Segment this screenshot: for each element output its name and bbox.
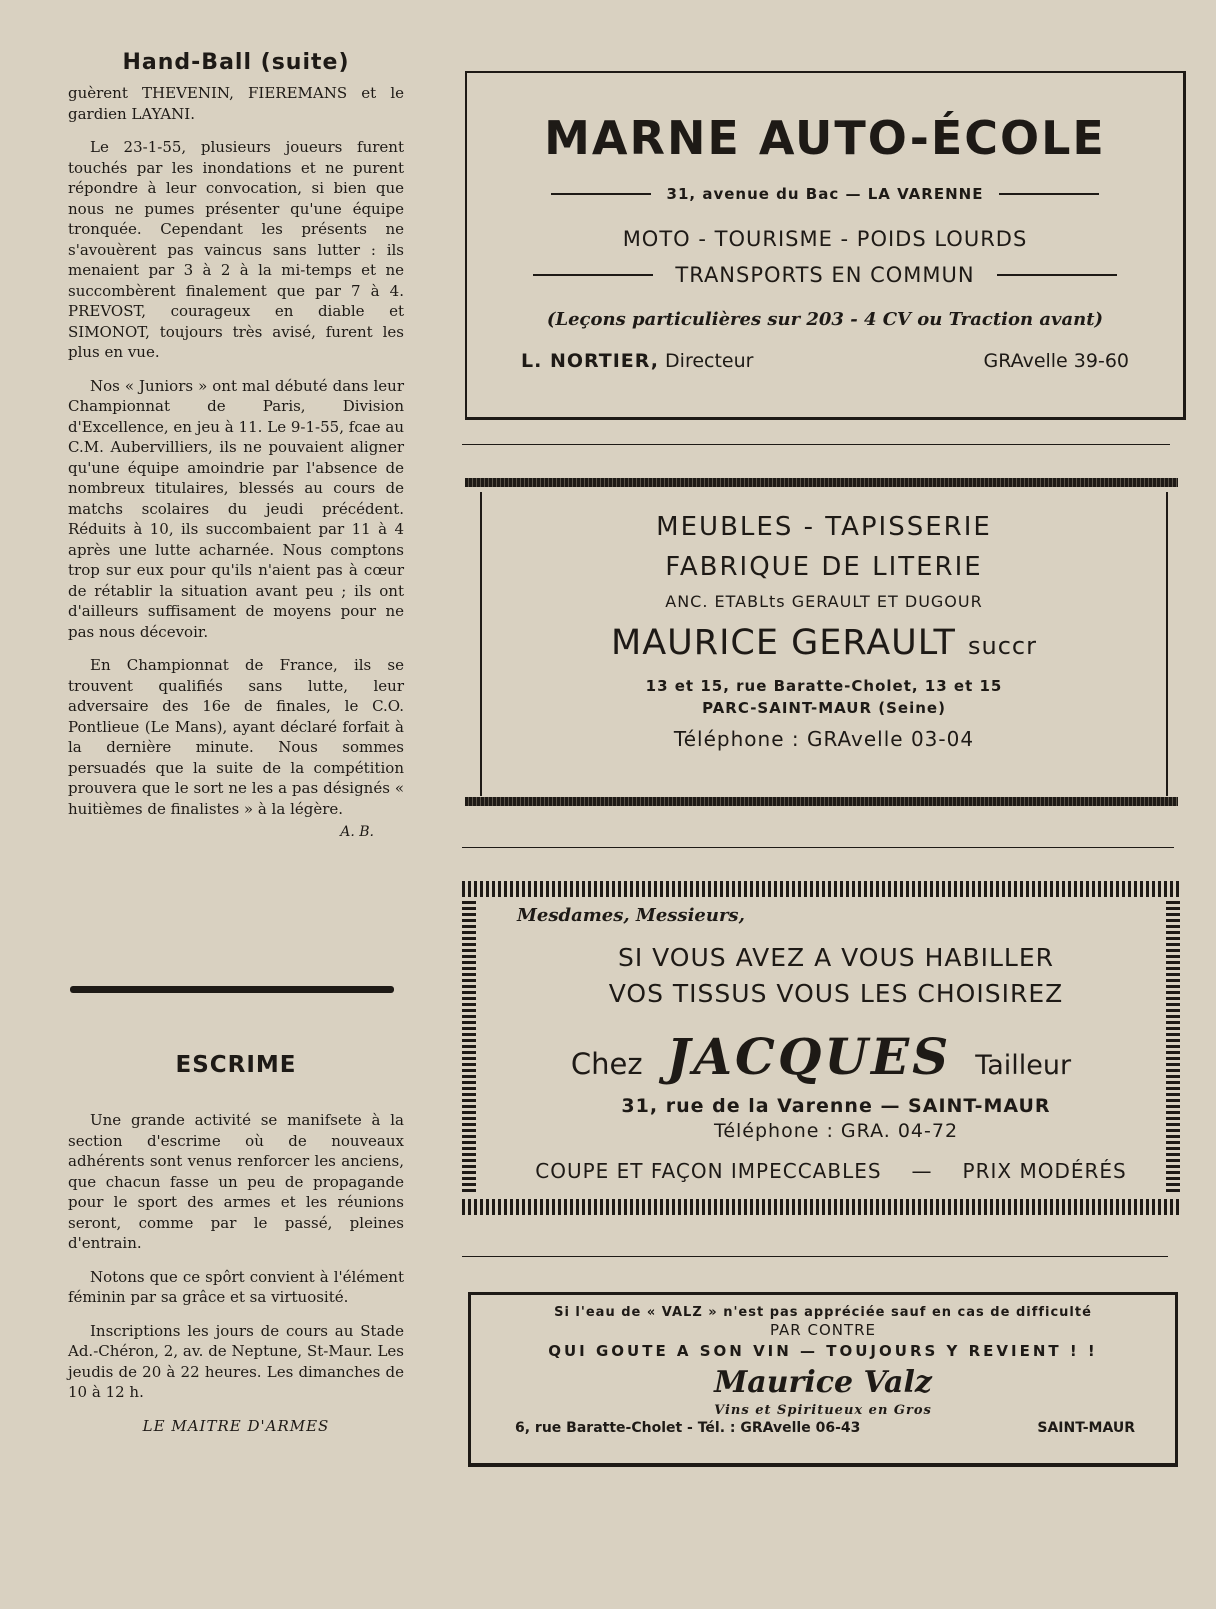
- ad-valz-line3: QUI GOUTE A SON VIN — TOUJOURS Y REVIENT ! !: [548, 1342, 1098, 1360]
- ad-meubles-owner-row: [482, 623, 1166, 663]
- ad-marne-name: MARNE AUTO-ÉCOLE: [544, 111, 1106, 165]
- ad-valz-city: SAINT-MAUR: [1037, 1420, 1135, 1436]
- ad-meubles-address: 13 et 15, rue Baratte-Cholet, 13 et 15: [645, 677, 1003, 695]
- ad-meubles-top-band: [465, 478, 1178, 487]
- handball-paragraph-3: Nos « Juniors » ont mal débuté dans leur Championnat de Paris, Division d'Excellence, en jeu à 11. Le 9-1-55, fcae au C.M. Aubervilliers, ils ne pouvaient aligner qu'une équipe amoindrie par l'absence de nombreux titulaires, blessés au cours de matchs scolaires du jeudi précédent. Réduits à 10, ils succombaient par 11 à 4 après une lutte acharnée. Nous comptons trop sur eux pour qu'ils n'aient pas à cœur de rétablir la situation avant peu ; ils ont d'ailleurs suffisament de moyens pour ne pas nous décevoir.: [68, 376, 404, 641]
- ad-marne-services: MOTO - TOURISME - POIDS LOURDS: [622, 227, 1028, 251]
- separator: [462, 847, 1174, 848]
- escrime-signature: LE MAITRE D'ARMES: [142, 1416, 330, 1435]
- ad-marne-auto-ecole: [465, 71, 1186, 420]
- ad-jacques-phone: Téléphone : GRA. 04-72: [713, 1120, 959, 1142]
- rule: [997, 274, 1117, 276]
- escrime-article: [68, 1110, 404, 1435]
- ad-jacques-slogan-right: PRIX MODÉRÉS: [962, 1159, 1127, 1183]
- separator: [462, 1256, 1168, 1257]
- rule: [533, 274, 653, 276]
- ad-jacques-name: JACQUES: [666, 1027, 952, 1086]
- escrime-paragraph-2: Notons que ce spôrt convient à l'élément féminin par sa grâce et sa virtuosité.: [68, 1267, 404, 1306]
- handball-title: Hand-Ball (suite): [122, 50, 350, 75]
- ad-jacques-bottom-border: [462, 1199, 1180, 1215]
- ad-valz-line2: PAR CONTRE: [769, 1321, 877, 1339]
- ad-jacques-top-border: [462, 881, 1180, 897]
- escrime-title: ESCRIME: [175, 1052, 297, 1078]
- rule: [551, 193, 651, 195]
- escrime-paragraph-3: Inscriptions les jours de cours au Stade Ad.-Chéron, 2, av. de Neptune, St-Maur. Les jeudis de 20 à 22 heures. Les dimanches de 10 à 12 h.: [68, 1321, 404, 1401]
- ad-jacques-greeting: Mesdames, Messieurs,: [517, 905, 745, 926]
- ad-jacques-slogan: [462, 1159, 1180, 1183]
- ad-meubles: [480, 492, 1168, 796]
- ad-marne-footer: [467, 350, 1183, 372]
- section-divider: [70, 986, 394, 993]
- ad-marne-director-name: L. NORTIER,: [521, 350, 659, 372]
- ad-meubles-line3: ANC. ETABLts GERAULT ET DUGOUR: [665, 592, 983, 611]
- ad-marne-address: 31, avenue du Bac — LA VARENNE: [666, 185, 984, 203]
- ad-meubles-owner: MAURICE GERAULT: [611, 623, 956, 663]
- ad-valz-trade: Vins et Spiritueux en Gros: [714, 1403, 932, 1418]
- ad-marne-services2-row: [467, 263, 1183, 287]
- ad-meubles-city: PARC-SAINT-MAUR (Seine): [702, 699, 946, 717]
- ad-marne-address-row: [467, 185, 1183, 203]
- ad-marne-director: [521, 350, 753, 372]
- handball-article: [68, 50, 404, 840]
- ad-jacques-trade: Tailleur: [975, 1050, 1072, 1081]
- ad-jacques-line1: SI VOUS AVEZ A VOUS HABILLER: [617, 943, 1055, 972]
- ad-marne-phone: GRAvelle 39-60: [983, 350, 1129, 372]
- handball-paragraph-4: En Championnat de France, ils se trouvent qualifiés sans lutte, leur adversaire des 16e de finales, le C.O. Pontlieue (Le Mans), ayant déclaré forfait à la dernière minute. Nous sommes persuadés que la suite de la compétition prouvera que le sort ne les a pas désignés « huitièmes de finalistes » à la légère.: [68, 656, 404, 818]
- escrime-paragraph-1: Une grande activité se manifsete à la section d'escrime où de nouveaux adhérents sont venus renforcer les anciens, que chacun fasse un peu de propagande pour le sport des armes et les réunions seront, comme par le passé, pleines d'entrain.: [68, 1111, 404, 1252]
- ad-meubles-phone: Téléphone : GRAvelle 03-04: [673, 727, 975, 751]
- ad-meubles-bottom-band: [465, 797, 1178, 806]
- ad-jacques-chez: Chez: [570, 1047, 643, 1081]
- ad-jacques-name-row: [462, 1027, 1180, 1086]
- ad-jacques-address: 31, rue de la Varenne — SAINT-MAUR: [621, 1095, 1051, 1117]
- handball-paragraph-1: guèrent THEVENIN, FIEREMANS et le gardien LAYANI.: [68, 84, 404, 123]
- separator: [462, 444, 1170, 445]
- ad-jacques-slogan-sep: —: [911, 1159, 933, 1183]
- rule: [999, 193, 1099, 195]
- ad-valz-address: 6, rue Baratte-Cholet - Tél. : GRAvelle 06-43: [515, 1420, 861, 1436]
- handball-paragraph-2: Le 23-1-55, plusieurs joueurs furent touchés par les inondations et ne purent répondre à leur convocation, si bien que nous ne pumes présenter qu'une équipe tronquée. Cependant les présents ne s'avouèrent pas vaincus sans lutter : ils menaient par 3 à 2 à la mi-temps et ne succombèrent finalement que par 7 à 4. PREVOST, courageux en diable et SIMONOT, toujours très avisé, furent les plus en vue.: [68, 138, 404, 361]
- ad-marne-director-role: Directeur: [665, 350, 754, 372]
- ad-valz-footer: [471, 1420, 1175, 1436]
- ad-meubles-line2: FABRIQUE DE LITERIE: [665, 552, 983, 582]
- ad-valz-name: Maurice Valz: [714, 1365, 932, 1400]
- ad-jacques-line2: VOS TISSUS VOUS LES CHOISIREZ: [608, 979, 1064, 1008]
- ad-valz-line1: Si l'eau de « VALZ » n'est pas appréciée sauf en cas de difficulté: [554, 1305, 1092, 1320]
- ad-meubles-owner-suffix: succr: [968, 632, 1037, 660]
- ad-jacques: [462, 877, 1180, 1219]
- ad-meubles-line1: MEUBLES - TAPISSERIE: [656, 512, 992, 542]
- handball-signature: A. B.: [340, 824, 374, 840]
- ad-jacques-slogan-left: COUPE ET FAÇON IMPECCABLES: [535, 1159, 882, 1183]
- ad-marne-services2: TRANSPORTS EN COMMUN: [675, 263, 975, 287]
- ad-marne-lessons: (Leçons particulières sur 203 - 4 CV ou Traction avant): [546, 309, 1104, 330]
- ad-valz: [468, 1292, 1178, 1467]
